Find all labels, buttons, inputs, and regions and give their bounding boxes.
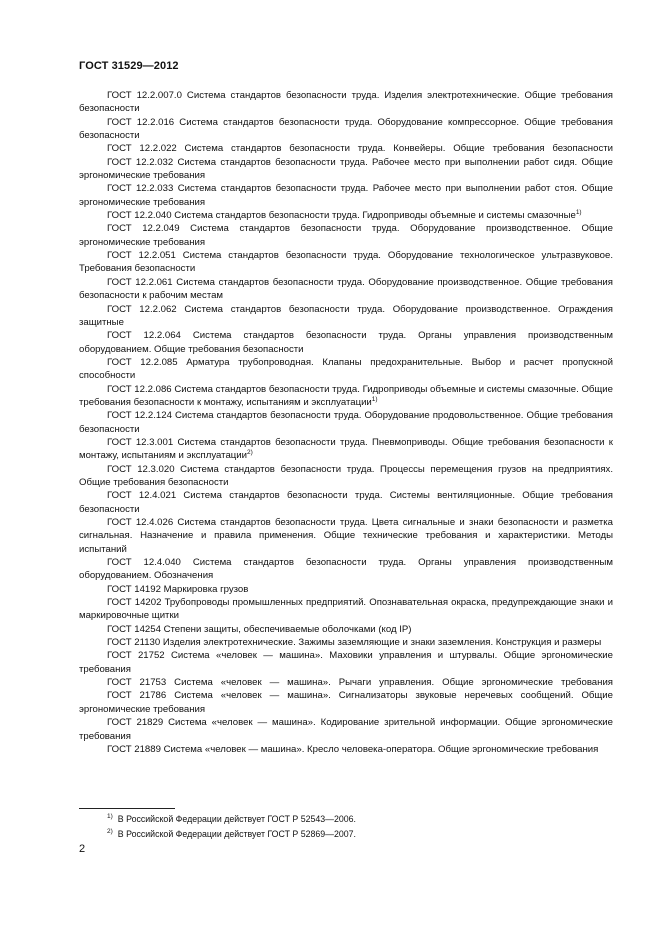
reference-text: ГОСТ 12.2.033 Система стандартов безопасности труда. Рабочее место при выполнении работ стоя. Общие эргономические требования [79, 183, 613, 208]
reference-item [79, 276, 613, 303]
reference-text: ГОСТ 12.3.020 Система стандартов безопасности труда. Процессы перемещения грузов на предприятиях. Общие требования безопасности [79, 463, 613, 488]
footnote-text: В Российской Федерации действует ГОСТ Р 52543—2006. [117, 814, 356, 824]
footnote-item [79, 827, 613, 842]
reference-text: ГОСТ 14254 Степени защиты, обеспечиваемые оболочками (код IP) [107, 623, 412, 635]
footnote-marker: 2) [247, 449, 253, 457]
reference-text: ГОСТ 14202 Трубопроводы промышленных предприятий. Опознавательная окраска, предупреждающие знаки и маркировочные щитки [79, 597, 613, 622]
reference-text: ГОСТ 21753 Система «человек — машина». Рычаги управления. Общие эргономические требования [107, 677, 613, 689]
reference-text: ГОСТ 12.2.007.0 Система стандартов безопасности труда. Изделия электротехнические. Общие требования безопасности [79, 90, 613, 115]
reference-item [79, 516, 613, 556]
reference-item [79, 636, 613, 649]
reference-text: ГОСТ 21829 Система «человек — машина». Кодирование зрительной информации. Общие эргономические требования [79, 717, 613, 742]
reference-text: ГОСТ 21889 Система «человек — машина». Кресло человека-оператора. Общие эргономические требования [107, 743, 599, 755]
reference-text: ГОСТ 12.2.061 Система стандартов безопасности труда. Оборудование производственное. Общие требования безопасности к рабочим местам [79, 276, 613, 302]
reference-text: ГОСТ 12.4.021 Система стандартов безопасности труда. Системы вентиляционные. Общие требования безопасности [79, 490, 613, 515]
footnote-number: 1) [107, 813, 113, 821]
reference-text: ГОСТ 14192 Маркировка грузов [107, 583, 249, 595]
reference-item [79, 409, 613, 436]
reference-text: ГОСТ 12.2.040 Система стандартов безопасности труда. Гидроприводы объемные и системы смазочные [107, 210, 576, 222]
footnote-item [79, 812, 613, 827]
reference-text: ГОСТ 12.2.064 Система стандартов безопасности труда. Органы управления производственным оборудованием. Общие требования безопасности [79, 330, 613, 355]
reference-text: ГОСТ 12.2.022 Система стандартов безопасности труда. Конвейеры. Общие требования безопасности [107, 143, 613, 155]
reference-text: ГОСТ 21786 Система «человек — машина». Сигнализаторы звуковые неречевых сообщений. Общие эргономические требования [79, 690, 613, 715]
reference-item [79, 689, 613, 716]
reference-item [79, 383, 613, 410]
normative-references-list [79, 89, 613, 756]
reference-item [79, 356, 613, 383]
reference-text: ГОСТ 12.2.086 Система стандартов безопасности труда. Гидроприводы объемные и системы смазочные. Общие требования безопасности к монтажу, испытаниям и эксплуатации [79, 383, 613, 408]
reference-text: ГОСТ 21130 Изделия электротехнические. Зажимы заземляющие и знаки заземления. Конструкция и размеры [107, 637, 602, 649]
reference-text: ГОСТ 12.2.051 Система стандартов безопасности труда. Оборудование технологическое ультразвуковое. Требования безопасности [79, 250, 613, 275]
reference-item [79, 716, 613, 743]
reference-text: ГОСТ 12.2.016 Система стандартов безопасности труда. Оборудование компрессорное. Общие требования безопасности [79, 116, 613, 142]
reference-item [79, 556, 613, 583]
footnote-marker: 1) [371, 395, 378, 403]
reference-item [79, 222, 613, 249]
reference-item [79, 489, 613, 516]
reference-text: ГОСТ 12.2.032 Система стандартов безопасности труда. Рабочее место при выполнении работ сидя. Общие эргономические требования [79, 156, 613, 182]
footnote-number: 2) [107, 828, 113, 836]
reference-item [79, 209, 613, 222]
document-header: ГОСТ 31529—2012 [79, 60, 179, 72]
reference-text: ГОСТ 12.4.040 Система стандартов безопасности труда. Органы управления производственным оборудованием. Обозначения [79, 557, 613, 582]
footnote-text: В Российской Федерации действует ГОСТ Р 52869—2007. [117, 829, 356, 839]
reference-item [79, 89, 613, 116]
reference-item [79, 329, 613, 356]
reference-item [79, 623, 613, 636]
reference-text: ГОСТ 12.2.062 Система стандартов безопасности труда. Оборудование производственное. Ограждения защитные [79, 303, 613, 328]
footnotes [79, 812, 613, 842]
reference-item [79, 436, 613, 463]
reference-item [79, 583, 613, 596]
page-number: 2 [79, 843, 86, 855]
reference-text: ГОСТ 12.3.001 Система стандартов безопасности труда. Пневмоприводы. Общие требования безопасности к монтажу, испытаниям и эксплуатации [79, 436, 613, 462]
reference-item [79, 116, 613, 143]
reference-text: ГОСТ 12.2.085 Арматура трубопроводная. Клапаны предохранительные. Выбор и расчет пропускной способности [79, 356, 613, 382]
reference-text: ГОСТ 12.2.124 Система стандартов безопасности труда. Оборудование продовольственное. Общие требования безопасности [79, 410, 613, 435]
reference-item [79, 463, 613, 490]
reference-item [79, 649, 613, 676]
reference-item [79, 156, 613, 183]
reference-item [79, 743, 613, 756]
reference-text: ГОСТ 12.2.049 Система стандартов безопасности труда. Оборудование производственное. Общие эргономические требования [79, 223, 613, 248]
footnote-marker: 1) [575, 208, 582, 216]
reference-item [79, 596, 613, 623]
reference-text: ГОСТ 12.4.026 Система стандартов безопасности труда. Цвета сигнальные и знаки безопасности и разметка сигнальная. Назначение и правила применения. Общие технические требования и характеристики. Методы испытаний [79, 517, 613, 555]
reference-item [79, 676, 613, 689]
reference-item [79, 182, 613, 209]
reference-item [79, 249, 613, 276]
footnote-divider [79, 808, 175, 809]
reference-item [79, 142, 613, 155]
reference-text: ГОСТ 21752 Система «человек — машина». Маховики управления и штурвалы. Общие эргономические требования [79, 650, 613, 675]
reference-item [79, 303, 613, 330]
